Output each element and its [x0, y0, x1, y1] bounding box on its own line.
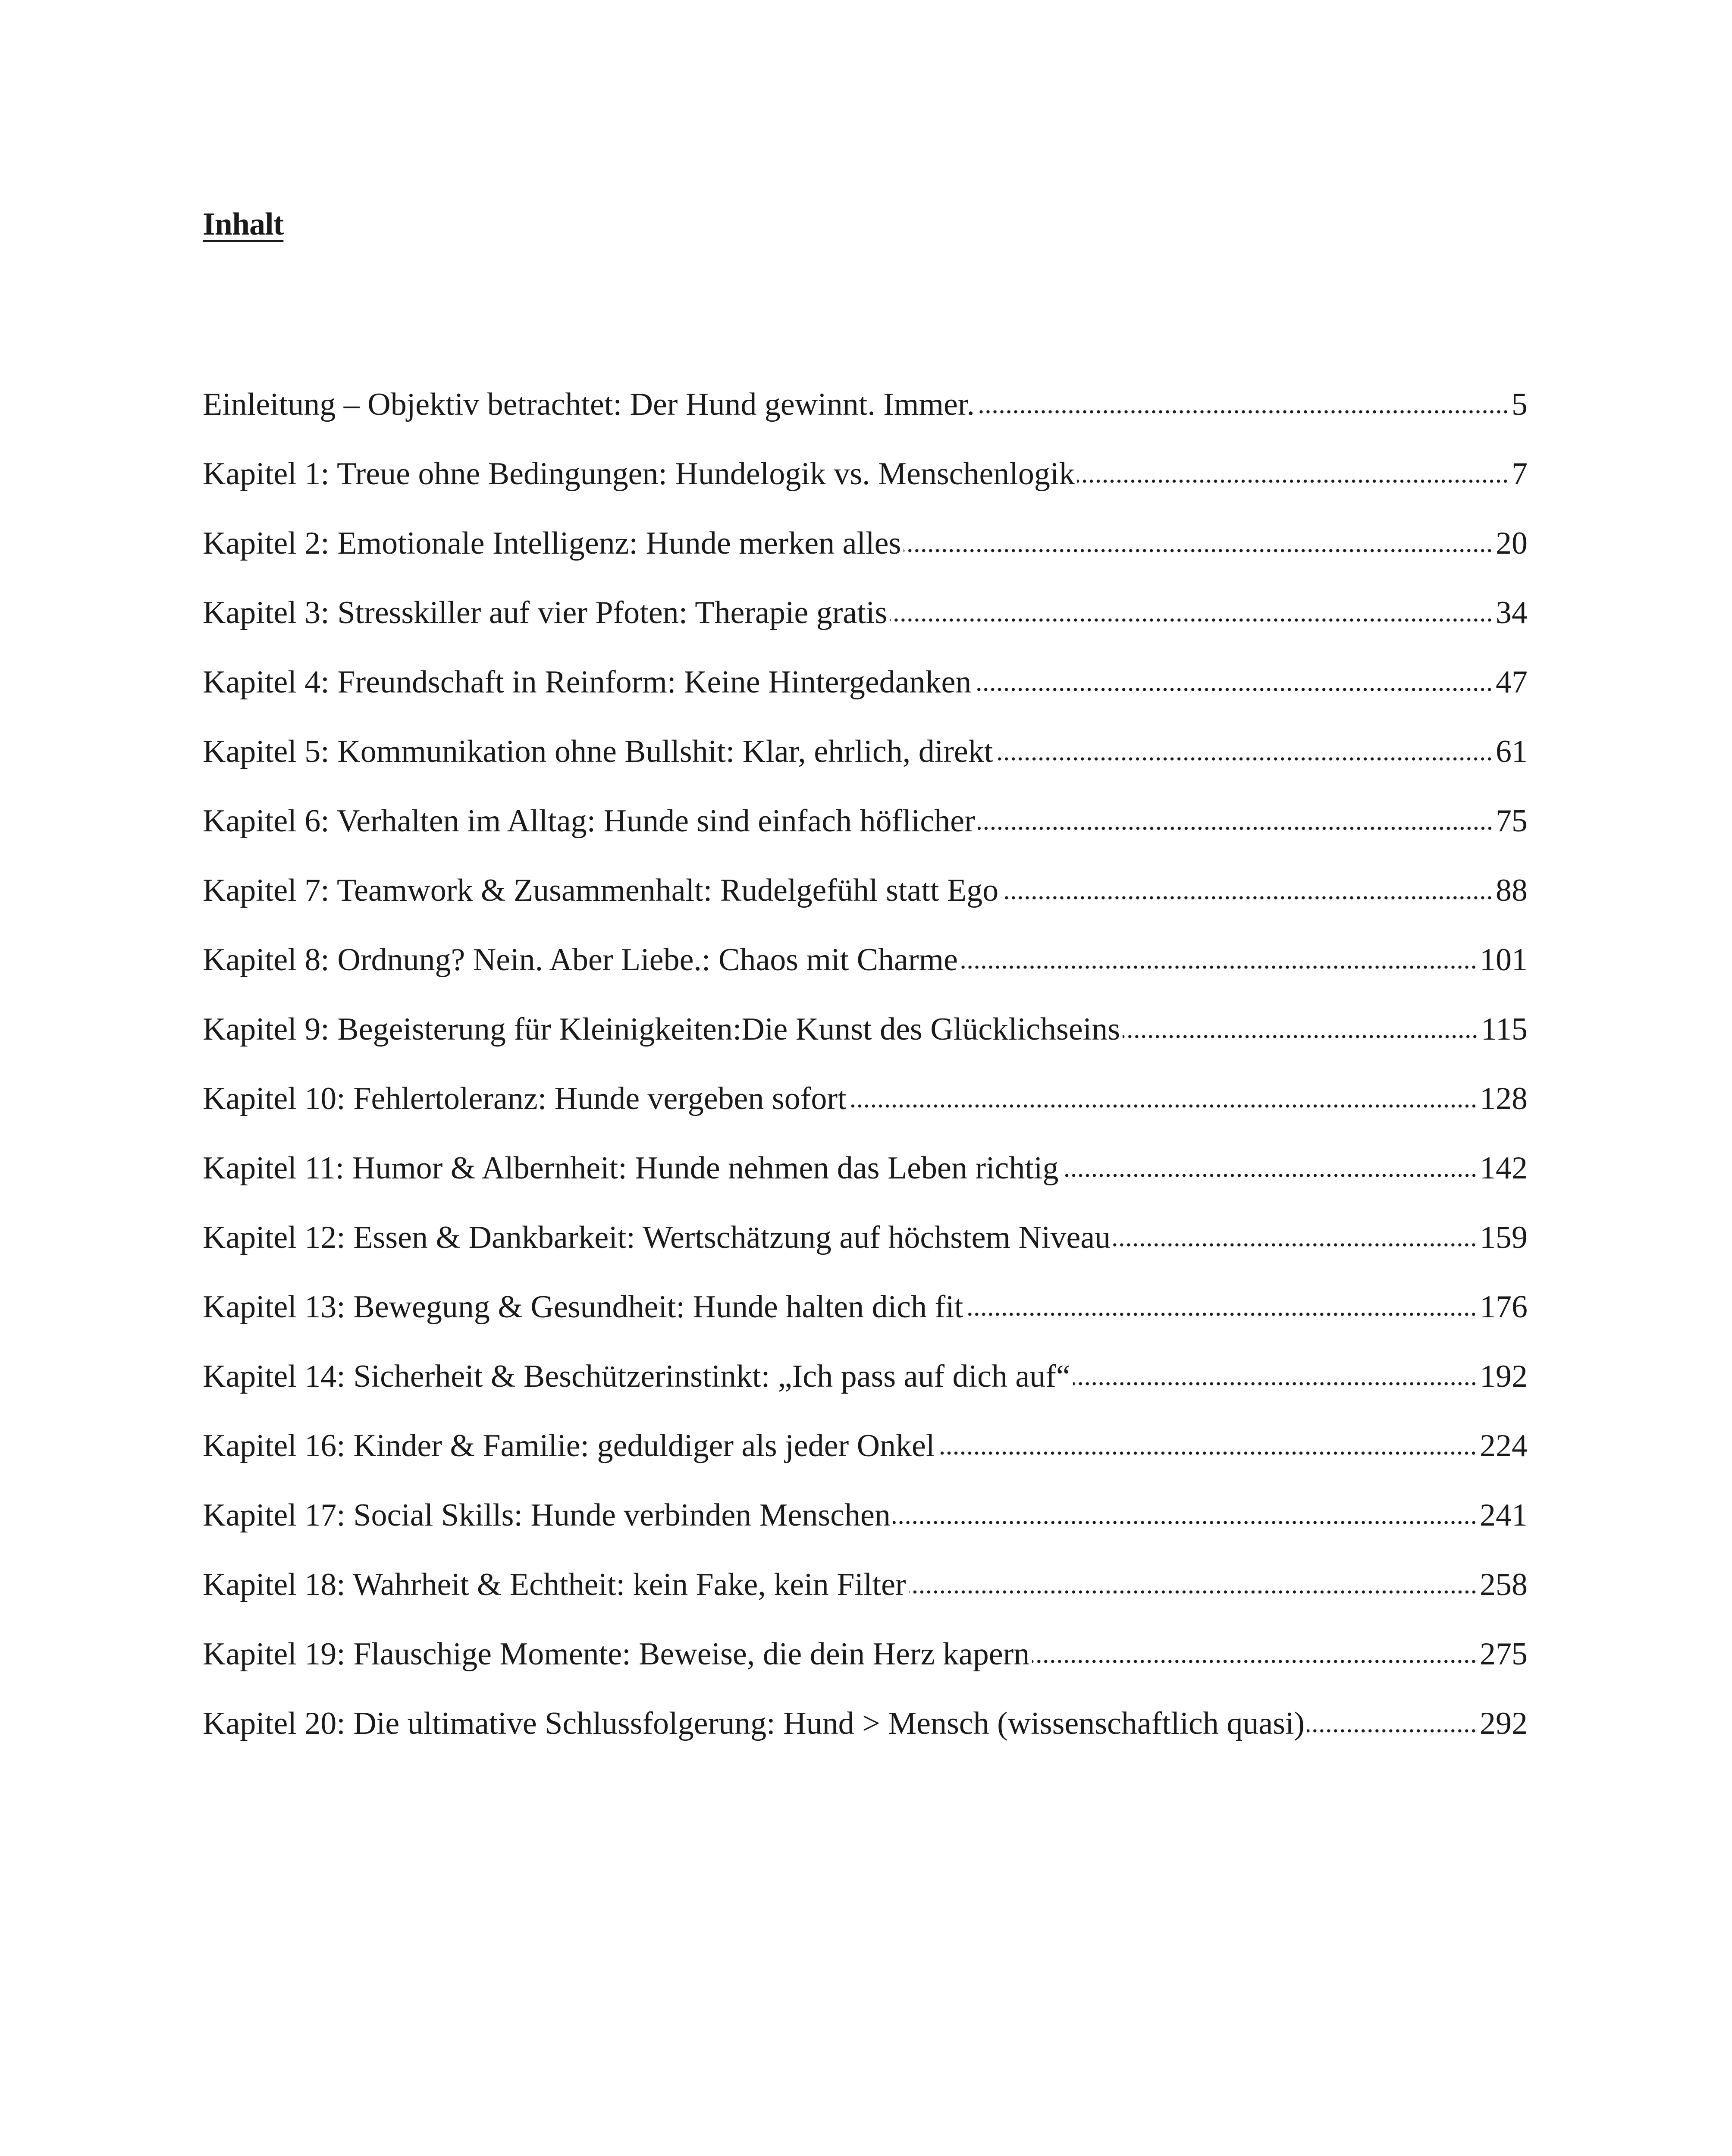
toc-dot-leader	[960, 965, 1477, 969]
toc-entry	[203, 661, 1528, 730]
toc-entry	[203, 1077, 1528, 1147]
toc-entry-title: Kapitel 7: Teamwork & Zusammenhalt: Rudelgefühl statt Ego	[203, 873, 999, 908]
toc-entry	[203, 1285, 1528, 1355]
toc-entry-title: Kapitel 6: Verhalten im Alltag: Hunde sind einfach höflicher	[203, 803, 975, 839]
toc-entry-page: 142	[1480, 1150, 1528, 1186]
toc-entry-page: 176	[1480, 1289, 1528, 1325]
toc-entry-title: Kapitel 13: Bewegung & Gesundheit: Hunde halten dich fit	[203, 1289, 963, 1325]
toc-entry-page: 47	[1496, 664, 1528, 700]
toc-entry	[203, 869, 1528, 938]
toc-dot-leader	[974, 687, 1493, 692]
toc-entry-page: 159	[1480, 1220, 1528, 1255]
toc-entry-title: Kapitel 17: Social Skills: Hunde verbinden Menschen	[203, 1498, 891, 1533]
toc-entry	[203, 1008, 1528, 1077]
toc-dot-leader	[977, 410, 1509, 414]
toc-dot-leader	[1061, 1173, 1478, 1178]
toc-entry	[203, 1563, 1528, 1633]
toc-entry-title: Kapitel 14: Sicherheit & Beschützerinstinkt: „Ich pass auf dich auf“	[203, 1359, 1070, 1394]
toc-entry	[203, 1424, 1528, 1494]
toc-dot-leader	[1073, 1382, 1477, 1386]
toc-entry	[203, 522, 1528, 591]
toc-entry-title: Kapitel 11: Humor & Albernheit: Hunde nehmen das Leben richtig	[203, 1150, 1059, 1186]
toc-entry-title: Kapitel 3: Stresskiller auf vier Pfoten: Therapie gratis	[203, 595, 888, 630]
toc-entry-page: 101	[1480, 942, 1528, 978]
toc-entry-title: Kapitel 20: Die ultimative Schlussfolgerung: Hund > Mensch (wissenschaftlich quasi)	[203, 1706, 1305, 1741]
toc-entry-title: Kapitel 8: Ordnung? Nein. Aber Liebe.: Chaos mit Charme	[203, 942, 958, 978]
toc-entry-title: Kapitel 2: Emotionale Intelligenz: Hunde merken alles	[203, 526, 901, 561]
toc-dot-leader	[1113, 1243, 1477, 1247]
toc-entry	[203, 1633, 1528, 1702]
toc-entry-title: Kapitel 18: Wahrheit & Echtheit: kein Fake, kein Filter	[203, 1567, 906, 1602]
toc-dot-leader	[904, 548, 1493, 553]
toc-entry	[203, 1355, 1528, 1424]
toc-entry-page: 88	[1496, 873, 1528, 908]
toc-dot-leader	[937, 1451, 1477, 1455]
toc-entry-page: 128	[1480, 1081, 1528, 1116]
toc-entry-page: 7	[1512, 456, 1528, 492]
toc-dot-leader	[995, 757, 1493, 761]
toc-entry-title: Kapitel 1: Treue ohne Bedingungen: Hundelogik vs. Menschenlogik	[203, 456, 1075, 492]
toc-entry	[203, 591, 1528, 661]
toc-entry	[203, 452, 1528, 522]
toc-entry-page: 115	[1481, 1012, 1528, 1047]
toc-dot-leader	[978, 826, 1493, 830]
toc-entry-title: Kapitel 5: Kommunikation ohne Bullshit: Klar, ehrlich, direkt	[203, 734, 993, 769]
toc-entry-title: Kapitel 9: Begeisterung für Kleinigkeiten:Die Kunst des Glücklichseins	[203, 1012, 1120, 1047]
toc-dot-leader	[966, 1312, 1477, 1316]
toc-heading: Inhalt	[203, 207, 284, 242]
toc-entry-page: 5	[1512, 387, 1528, 422]
toc-entry	[203, 799, 1528, 869]
toc-entry-title: Kapitel 4: Freundschaft in Reinform: Keine Hintergedanken	[203, 664, 972, 700]
toc-entry-page: 292	[1480, 1706, 1528, 1741]
toc-entry	[203, 1216, 1528, 1285]
toc-entry-page: 192	[1480, 1359, 1528, 1394]
toc-entry-page: 20	[1496, 526, 1528, 561]
toc-entry	[203, 730, 1528, 799]
toc-entry	[203, 1147, 1528, 1216]
toc-dot-leader	[1032, 1659, 1477, 1664]
table-of-contents	[203, 383, 1528, 1771]
toc-dot-leader	[909, 1590, 1477, 1594]
toc-entry-title: Kapitel 10: Fehlertoleranz: Hunde vergeben sofort	[203, 1081, 847, 1116]
toc-dot-leader	[849, 1104, 1477, 1108]
toc-dot-leader	[890, 618, 1493, 622]
toc-dot-leader	[893, 1520, 1477, 1525]
toc-entry-title: Einleitung – Objektiv betrachtet: Der Hund gewinnt. Immer.	[203, 387, 975, 422]
toc-entry-page: 61	[1496, 734, 1528, 769]
toc-dot-leader	[1001, 896, 1493, 900]
toc-entry-page: 75	[1496, 803, 1528, 839]
toc-entry	[203, 383, 1528, 452]
toc-entry	[203, 1494, 1528, 1563]
toc-entry-title: Kapitel 19: Flauschige Momente: Beweise, die dein Herz kapern	[203, 1636, 1030, 1672]
toc-entry-page: 275	[1480, 1636, 1528, 1672]
toc-entry-page: 34	[1496, 595, 1528, 630]
toc-entry	[203, 1702, 1528, 1771]
toc-entry-page: 258	[1480, 1567, 1528, 1602]
toc-entry	[203, 938, 1528, 1008]
toc-entry-page: 224	[1480, 1428, 1528, 1463]
toc-entry-page: 241	[1480, 1498, 1528, 1533]
toc-entry-title: Kapitel 12: Essen & Dankbarkeit: Wertschätzung auf höchstem Niveau	[203, 1220, 1111, 1255]
toc-dot-leader	[1077, 479, 1509, 483]
toc-dot-leader	[1307, 1729, 1477, 1733]
toc-entry-title: Kapitel 16: Kinder & Familie: geduldiger als jeder Onkel	[203, 1428, 935, 1463]
toc-dot-leader	[1123, 1034, 1478, 1039]
